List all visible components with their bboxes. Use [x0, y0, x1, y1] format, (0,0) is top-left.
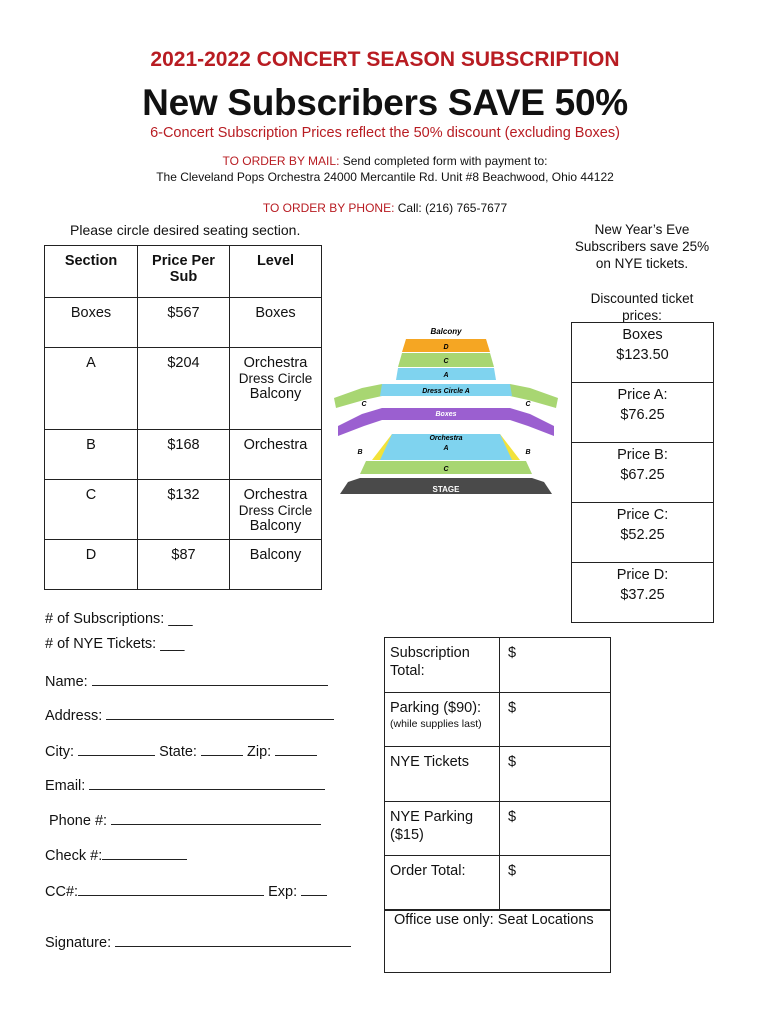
price-cell — [572, 503, 714, 563]
price-row — [572, 323, 714, 383]
email-label: Email: — [45, 778, 86, 794]
address-field[interactable] — [45, 706, 334, 724]
price-value: $123.50 — [616, 347, 669, 363]
level-label: Balcony — [249, 518, 302, 534]
map-label-balcony: Balcony — [430, 327, 462, 336]
seating-instruction: Please circle desired seating section. — [70, 222, 301, 238]
price-cell — [572, 323, 714, 383]
mail-address: The Cleveland Pops Orchestra 24000 Mercantile Rd. Unit #8 Beachwood, Ohio 44122 — [156, 170, 614, 184]
price-value: $52.25 — [620, 527, 665, 543]
price-label: Boxes — [622, 327, 663, 343]
state-line[interactable] — [201, 742, 243, 756]
price-value: $37.25 — [620, 587, 665, 603]
zip-label: Zip: — [247, 744, 272, 760]
total-label-text: Parking ($90): — [390, 699, 482, 716]
level-label: Balcony — [249, 547, 302, 563]
map-label-a: A — [443, 372, 449, 379]
total-label-text: NYE Tickets — [390, 754, 469, 770]
row-price: $204 — [138, 348, 230, 430]
signature-field[interactable] — [45, 933, 351, 951]
row-section[interactable]: C — [45, 480, 138, 540]
seating-table — [44, 245, 322, 590]
nye-price-box — [571, 322, 714, 623]
subscriptions-count-field[interactable]: # of Subscriptions: ___ — [45, 611, 193, 627]
map-label-boxes: Boxes — [435, 411, 457, 418]
discount-line: Discounted ticket — [590, 291, 694, 306]
total-label — [385, 692, 500, 747]
cc-line[interactable] — [78, 882, 264, 896]
row-section[interactable]: B — [45, 430, 138, 480]
map-label-b-left: B — [357, 449, 363, 456]
price-row — [572, 503, 714, 563]
total-label-text: Subscription Total: — [390, 645, 470, 679]
email-line[interactable] — [89, 776, 325, 790]
row-price: $132 — [138, 480, 230, 540]
price-cell — [572, 443, 714, 503]
map-label-c-left: C — [361, 401, 367, 408]
row-section[interactable]: D — [45, 540, 138, 590]
phone-label: Phone #: — [49, 813, 108, 829]
level-label: Orchestra — [243, 487, 308, 503]
total-label — [385, 747, 500, 802]
cc-field[interactable] — [45, 882, 327, 900]
level-label: Orchestra — [243, 437, 308, 453]
mail-instruction — [0, 154, 770, 168]
total-row — [385, 692, 611, 747]
total-label — [385, 638, 500, 693]
price-value: $67.25 — [620, 467, 665, 483]
total-label-text: NYE Parking ($15) — [390, 808, 474, 843]
map-label-stage: STAGE — [432, 485, 460, 494]
name-field[interactable] — [45, 672, 328, 690]
city-label: City: — [45, 744, 74, 760]
price-label: Price C: — [616, 507, 669, 523]
discount-note: 6-Concert Subscription Prices reflect the 50% discount (excluding Boxes) — [150, 125, 620, 141]
headline: New Subscribers SAVE 50% — [142, 82, 628, 123]
check-label: Check #: — [45, 848, 103, 864]
discount-heading — [560, 290, 724, 324]
phone-instruction — [0, 201, 770, 215]
table-row — [45, 540, 322, 590]
price-row — [572, 563, 714, 623]
table-row — [45, 298, 322, 348]
price-row — [572, 443, 714, 503]
nye-line: Subscribers save 25% — [574, 239, 710, 254]
row-level — [230, 430, 322, 480]
total-row — [385, 638, 611, 693]
price-cell — [572, 383, 714, 443]
total-amount[interactable]: $ — [500, 638, 611, 693]
exp-label: Exp: — [268, 884, 298, 900]
total-note: (while supplies last) — [390, 717, 482, 730]
total-amount[interactable]: $ — [500, 856, 611, 911]
row-section[interactable]: A — [45, 348, 138, 430]
row-level — [230, 480, 322, 540]
office-label: Office use only: Seat Locations — [394, 912, 594, 928]
row-price: $168 — [138, 430, 230, 480]
map-label-orchestra-a: A — [443, 445, 449, 452]
phone-text: Call: (216) 765-7677 — [394, 201, 508, 215]
exp-line[interactable] — [301, 882, 327, 896]
check-field[interactable] — [45, 846, 187, 864]
nye-offer — [560, 221, 724, 272]
state-label: State: — [159, 744, 197, 760]
table-header-row — [45, 246, 322, 298]
name-label: Name: — [45, 674, 88, 690]
map-label-b-right: B — [525, 449, 531, 456]
total-amount[interactable]: $ — [500, 747, 611, 802]
row-section[interactable]: Boxes — [45, 298, 138, 348]
nye-line: on NYE tickets. — [595, 256, 689, 271]
signature-label: Signature: — [45, 935, 112, 951]
address-line[interactable] — [106, 706, 334, 720]
total-label-text: Order Total: — [390, 863, 466, 879]
level-label: Dress Circle — [238, 371, 313, 386]
level-label: Dress Circle — [238, 503, 313, 518]
order-totals-table — [384, 637, 611, 911]
price-label: Price D: — [616, 567, 669, 583]
map-label-d: D — [443, 344, 449, 351]
season-title: 2021-2022 CONCERT SEASON SUBSCRIPTION — [150, 48, 620, 71]
price-label: Price A: — [617, 387, 668, 403]
total-row — [385, 747, 611, 802]
table-row — [45, 430, 322, 480]
name-line[interactable] — [92, 672, 328, 686]
office-use-box — [384, 909, 611, 973]
phone-line[interactable] — [111, 811, 321, 825]
email-field[interactable] — [45, 776, 325, 794]
map-label-orchestra: Orchestra — [429, 435, 463, 442]
total-amount[interactable]: $ — [500, 801, 611, 856]
price-value: $76.25 — [620, 407, 665, 423]
discount-line: prices: — [622, 308, 662, 323]
map-label-c-right: C — [525, 401, 531, 408]
row-level — [230, 540, 322, 590]
phone-label: TO ORDER BY PHONE: — [262, 201, 395, 215]
check-line[interactable] — [102, 846, 187, 860]
header-section: Section — [45, 246, 138, 298]
level-label: Balcony — [249, 386, 302, 402]
level-label: Boxes — [255, 305, 296, 321]
map-label-c: C — [443, 358, 449, 365]
zip-line[interactable] — [275, 742, 317, 756]
total-row — [385, 801, 611, 856]
nye-line: New Year’s Eve — [594, 222, 690, 237]
total-label — [385, 856, 500, 911]
nye-tickets-count-field[interactable]: # of NYE Tickets: ___ — [45, 636, 185, 652]
price-cell — [572, 563, 714, 623]
level-label: Orchestra — [243, 355, 308, 371]
row-price: $567 — [138, 298, 230, 348]
address-label: Address: — [45, 708, 103, 724]
seating-map — [332, 322, 560, 502]
mail-label: TO ORDER BY MAIL: — [222, 154, 340, 168]
city-state-zip-field[interactable] — [45, 742, 317, 760]
header-price: Price Per Sub — [138, 246, 230, 298]
row-level — [230, 298, 322, 348]
total-row — [385, 856, 611, 911]
map-label-dress-circle: Dress Circle A — [422, 388, 470, 395]
price-row — [572, 383, 714, 443]
total-amount[interactable]: $ — [500, 692, 611, 747]
table-row — [45, 480, 322, 540]
map-label-c-orchestra: C — [443, 466, 449, 473]
header-level: Level — [230, 246, 322, 298]
row-level — [230, 348, 322, 430]
phone-field[interactable] — [49, 811, 321, 829]
price-label: Price B: — [617, 447, 668, 463]
signature-line[interactable] — [115, 933, 351, 947]
row-price: $87 — [138, 540, 230, 590]
mail-text: Send completed form with payment to: — [339, 154, 548, 168]
total-label — [385, 801, 500, 856]
cc-label: CC#: — [45, 884, 79, 900]
table-row — [45, 348, 322, 430]
city-line[interactable] — [78, 742, 155, 756]
